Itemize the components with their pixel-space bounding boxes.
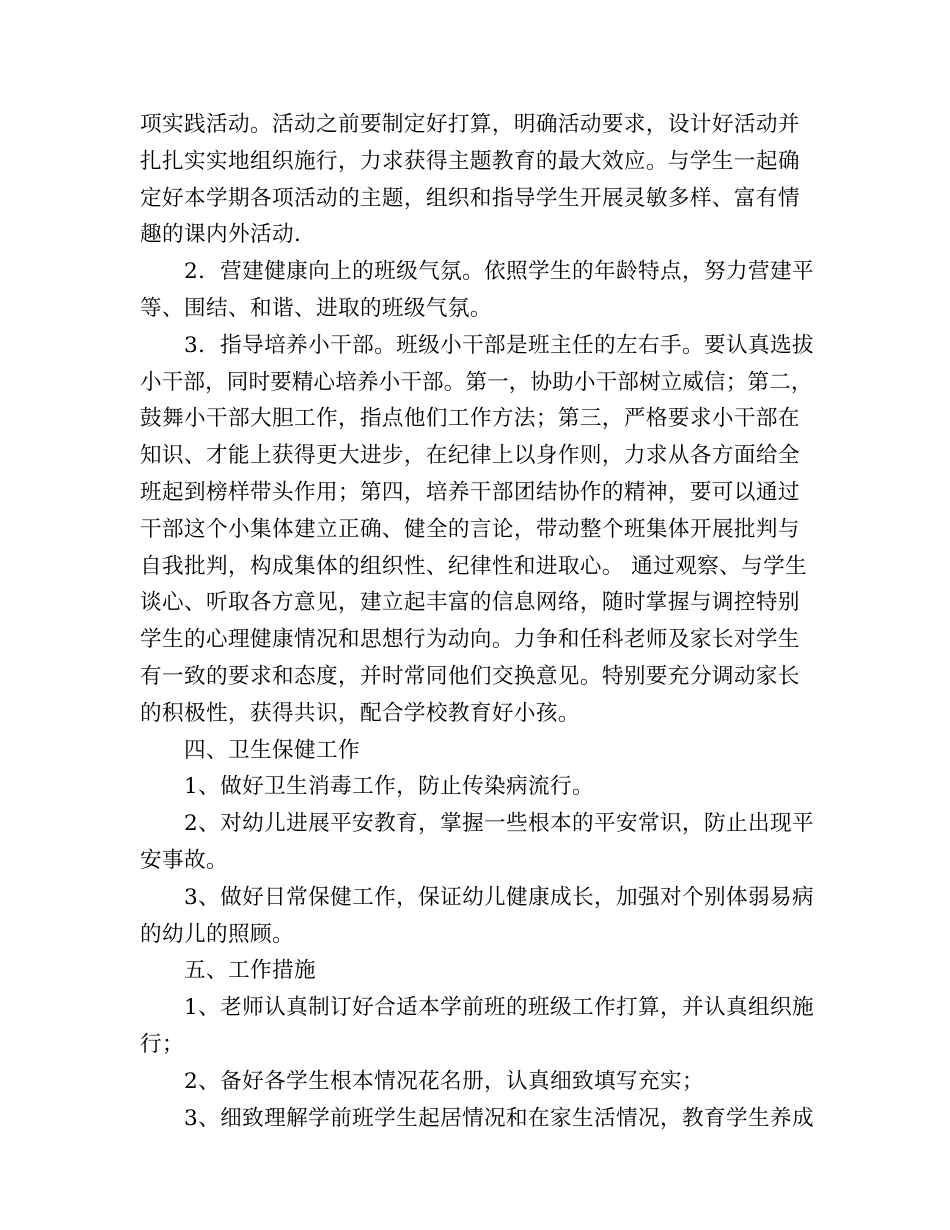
list-item-home-life: [140, 1101, 814, 1138]
text-line: 1、做好卫生消毒工作，防止传染病流行。: [184, 774, 595, 800]
text-line: 知识、才能上获得更大进步，在纪律上以身作则，力求从各方面给全: [140, 443, 800, 469]
document-body: [140, 107, 814, 1137]
text-line: 五、工作措施: [184, 958, 316, 984]
list-item-roster: [140, 1064, 814, 1101]
text-line: 等、围结、和谐、进取的班级气氛。: [140, 295, 492, 321]
text-line: 的积极性，获得共识，配合学校教育好小孩。: [140, 700, 580, 726]
text-line: 自我批判，构成集体的组织性、纪律性和进取心。 通过观察、与学生: [140, 553, 808, 579]
text-line: 学生的心理健康情况和思想行为动向。力争和任科老师及家长对学生: [140, 627, 800, 653]
text-line: 1、老师认真制订好合适本学前班的班级工作打算，并认真组织施: [184, 995, 814, 1021]
text-line: 3．指导培养小干部。班级小干部是班主任的左右手。要认真选拔: [184, 332, 814, 358]
text-line: 2、备好各学生根本情况花名册，认真细致填写充实；: [184, 1068, 704, 1094]
text-line: 趣的课内外活动.: [140, 222, 302, 248]
text-line: 3、细致理解学前班学生起居情况和在家生活情况，教育学生养成: [184, 1105, 814, 1131]
text-line: 小干部，同时要精心培养小干部。第一，协助小干部树立威信；第二，: [140, 369, 813, 395]
paragraph-class-atmosphere: [140, 254, 814, 328]
text-line: 有一致的要求和态度，并时常同他们交换意见。特别要充分调动家长: [140, 663, 800, 689]
text-line: 2．营建健康向上的班级气氛。依照学生的年龄特点，努力营建平: [184, 259, 814, 285]
list-item-disinfection: [140, 769, 814, 806]
section-heading-health-care: [140, 733, 814, 770]
text-line: 鼓舞小干部大胆工作，指点他们工作方法；第三，严格要求小干部在: [140, 406, 800, 432]
list-item-work-plan: [140, 990, 814, 1064]
text-line: 3、做好日常保健工作，保证幼儿健康成长，加强对个别体弱易病: [184, 884, 814, 910]
text-line: 谈心、听取各方意见，建立起丰富的信息网络，随时掌握与调控特别: [140, 590, 800, 616]
text-line: 2、对幼儿进展平安教育，掌握一些根本的平安常识，防止出现平: [184, 811, 814, 837]
text-line: 行；: [140, 1031, 184, 1057]
text-line: 干部这个小集体建立正确、健全的言论，带动整个班集体开展批判与: [140, 516, 800, 542]
list-item-safety-education: [140, 806, 814, 880]
section-heading-work-measures: [140, 953, 814, 990]
text-line: 扎扎实实地组织施行，力求获得主题教育的最大效应。与学生一起确: [140, 148, 800, 174]
text-line: 四、卫生保健工作: [184, 737, 360, 763]
text-line: 的幼儿的照顾。: [140, 921, 294, 947]
text-line: 项实践活动。活动之前要制定好打算，明确活动要求，设计好活动并: [140, 112, 800, 137]
paragraph-class-leaders: [140, 328, 814, 733]
text-line: 定好本学期各项活动的主题，组织和指导学生开展灵敏多样、富有情: [140, 185, 800, 211]
text-line: 安事故。: [140, 847, 228, 873]
list-item-daily-care: [140, 880, 814, 954]
paragraph-activities-continued: [140, 107, 814, 254]
text-line: 班起到榜样带头作用；第四，培养干部团结协作的精神，要可以通过: [140, 479, 800, 505]
